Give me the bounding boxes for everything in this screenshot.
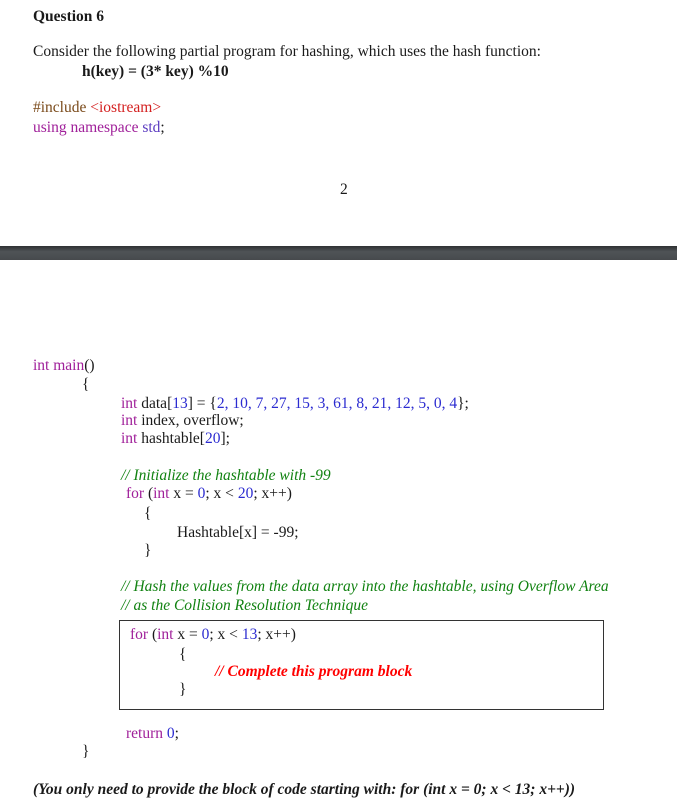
code-token: int [121, 412, 142, 429]
code-token: ]; [220, 430, 230, 447]
code-token: ( [147, 485, 154, 502]
code-token: data[ [141, 395, 173, 412]
code-line-main-open [82, 376, 89, 394]
code-line-comment-hash-2 [121, 597, 368, 615]
code-token: x = [177, 626, 202, 643]
code-token: }; [457, 395, 469, 412]
code-line-include [33, 99, 161, 117]
code-line-hashtable [121, 430, 230, 448]
code-token: x = [173, 485, 198, 502]
question-title: Question 6 [33, 8, 105, 25]
code-line-main-close [82, 743, 89, 761]
code-token: #include [33, 99, 91, 116]
footer-note: (You only need to provide the block of code starting with: for (int x = 0; x < 13; x++)) [33, 781, 576, 798]
code-token: std [142, 119, 161, 136]
code-line-complete [215, 663, 412, 681]
code-line-return [126, 725, 179, 743]
code-token: () [84, 357, 95, 374]
code-token: using namespace [33, 119, 143, 136]
code-token: ; x < [205, 485, 238, 502]
code-token: } [144, 542, 152, 559]
code-token: ] = { [187, 395, 217, 412]
code-token: ; [160, 119, 165, 136]
code-token: { [144, 505, 152, 522]
code-token: for [130, 626, 152, 643]
code-line-main [33, 357, 95, 375]
code-token: ; x++) [253, 485, 292, 502]
code-line-index [121, 412, 244, 430]
code-token: int [121, 430, 142, 447]
code-token: ( [151, 626, 158, 643]
code-token: Hashtable[x] = -99; [177, 524, 299, 541]
code-token: <iostream> [90, 99, 162, 116]
code-token: index, overflow; [141, 412, 244, 429]
code-token: int [121, 395, 142, 412]
code-token: for [126, 485, 148, 502]
code-token: 13 [172, 395, 188, 412]
code-token: int main [33, 357, 85, 374]
code-line-for-hash-open [179, 646, 186, 664]
code-line-for-hash [130, 626, 296, 644]
code-token: 20 [204, 430, 221, 447]
code-line-data [121, 395, 469, 413]
code-token: // Complete this program block [215, 663, 413, 680]
code-token: // as the Collision Resolution Technique [121, 597, 368, 614]
code-line-for-init-close [144, 542, 151, 560]
code-token: 0 [197, 485, 206, 502]
code-token: } [82, 743, 90, 760]
code-token: ; [174, 725, 179, 742]
code-token: // Hash the values from the data array into the hashtable, using Overflow Area [121, 578, 609, 595]
code-token: { [82, 376, 90, 393]
code-token: hashtable[ [141, 430, 205, 447]
code-token: int [153, 485, 174, 502]
page-number: 2 [340, 181, 348, 198]
code-token: 0 [166, 725, 175, 742]
code-token: 2, 10, 7, 27, 15, 3, 61, 8, 21, 12, 5, 0, 4 [216, 395, 458, 412]
code-token: int [157, 626, 178, 643]
code-line-using [33, 119, 165, 137]
code-line-assign [177, 524, 299, 542]
code-line-comment-init [121, 467, 331, 485]
code-token: { [179, 646, 187, 663]
intro-text: Consider the following partial program for hashing, which uses the hash function: [33, 43, 541, 60]
code-line-for-init [126, 485, 292, 503]
code-token: } [179, 681, 187, 698]
page-separator [0, 246, 677, 260]
hash-function: h(key) = (3* key) %10 [82, 63, 229, 80]
code-line-for-hash-close [179, 681, 186, 699]
code-token: 13 [241, 626, 258, 643]
code-line-comment-hash-1 [121, 578, 609, 596]
code-line-for-init-open [144, 505, 151, 523]
code-token: 0 [201, 626, 210, 643]
code-token: 20 [237, 485, 254, 502]
code-token: // Initialize the hashtable with -99 [121, 467, 331, 484]
code-token: return [126, 725, 167, 742]
code-token: ; x++) [257, 626, 296, 643]
code-token: ; x < [209, 626, 242, 643]
